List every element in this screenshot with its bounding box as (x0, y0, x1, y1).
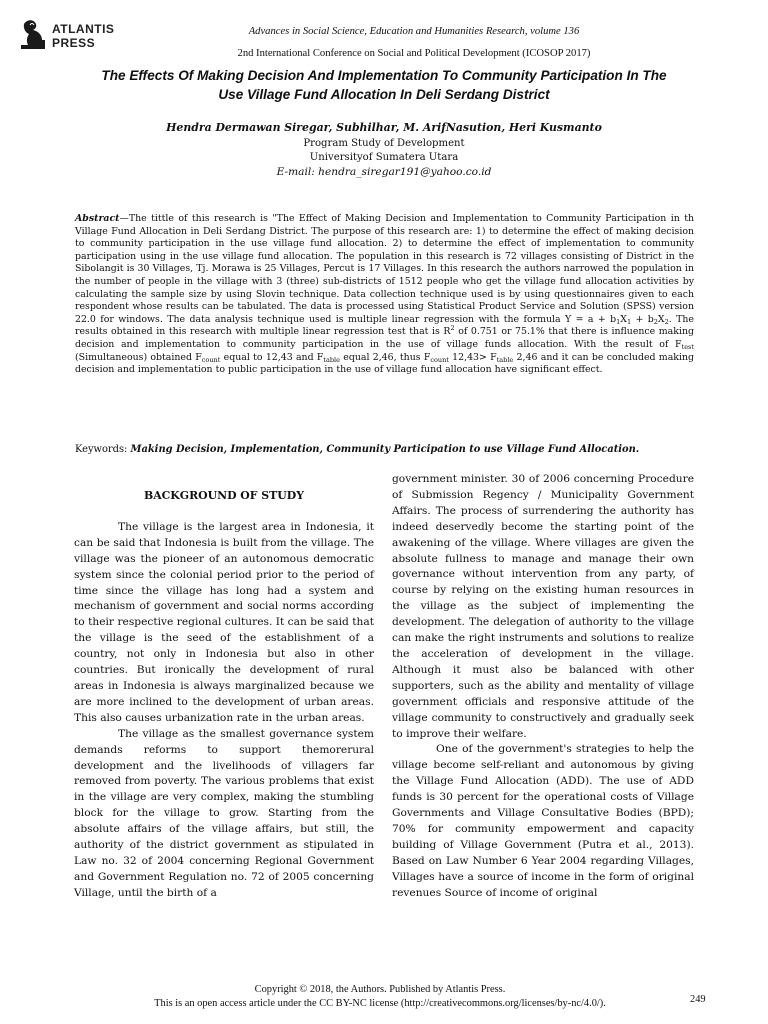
abstract-text: X (620, 313, 627, 325)
body-column-left (74, 488, 374, 901)
abstract-text: 12,43> F (448, 351, 497, 363)
abstract-subscript: count (430, 355, 449, 364)
paper-title (60, 67, 708, 104)
paper-title-line1: The Effects Of Making Decision And Implementation To Community Participation In The (101, 68, 667, 83)
abstract-text: X (657, 313, 665, 325)
body-column-right (392, 471, 694, 900)
abstract-subscript: 1 (626, 317, 632, 326)
body-paragraph: One of the government's strategies to help the village become self-reliant and autonomous by giving the Village Fund Allocation (ADD). The use of ADD funds is 30 percent for the operational costs of Village Governments and Village Consultative Bodies (BPD); 70% for community empowerment and capacity building of Village Government (Putra et al., 2013). Based on Law Number 6 Year 2004 regarding Villages, Villages have a source of income in the form of original revenues Source of income of original (392, 742, 694, 899)
author-email: E-mail: hendra_siregar191@yahoo.co.id (276, 166, 492, 178)
abstract-text: (Simultaneous) obtained F (75, 351, 202, 363)
keywords-text: Making Decision, Implementation, Community Participation to use Village Fund Allocation. (130, 444, 640, 455)
page-number: 249 (690, 994, 706, 1005)
keywords (75, 443, 694, 456)
abstract-subscript: 2 (653, 317, 658, 326)
paper-title-line2: Use Village Fund Allocation In Deli Serdang District (218, 86, 550, 102)
abstract-text: equal to 12,43 and F (220, 351, 324, 363)
section-heading: BACKGROUND OF STUDY (143, 489, 304, 502)
publisher-name-line2: PRESS (52, 36, 96, 50)
publisher-logo (18, 18, 128, 52)
abstract-dash: — (119, 213, 129, 224)
footer-copyright: Copyright © 2018, the Authors. Published by Atlantis Press. (254, 984, 506, 995)
abstract-subscript: 1 (616, 317, 621, 326)
abstract-subscript: test (681, 342, 694, 351)
footer-license: This is an open access article under the CC BY-NC license (http://creativecommons.org/licenses/by-nc/4.0/). (154, 998, 606, 1009)
author-list: Hendra Dermawan Siregar, Subhilhar, M. ArifNasution, Heri Kusmanto (166, 121, 602, 134)
abstract-text: of 0.751 or 75.1% that there is influence making decision and implementation to community participation in the use of village funds allocation. With the result of F (75, 326, 694, 350)
journal-title: Advances in Social Science, Education and Humanities Research, volume 136 (248, 26, 580, 37)
publisher-name-line1: ATLANTIS (52, 22, 115, 36)
abstract-text: equal 2,46, thus F (339, 351, 431, 363)
abstract-label: Abstract (75, 213, 120, 224)
body-paragraph: The village is the largest area in Indonesia, it can be said that Indonesia is built from the village. The village was the pioneer of an autonomous democratic system since the colonial period prior to the period of time since the village has long had a system and mechanism of government and social norms according to their respective regional cultures. It can be said that the village is the seed of the establishment of a country, not only in Indonesia but also in other countries. But ironically the development of rural areas in Indonesia is always marginalized because we are more inclined to the development of urban areas. This also causes urbanization rate in the urban areas. (74, 519, 374, 724)
conference-title: 2nd International Conference on Social and Political Development (ICOSOP 2017) (237, 48, 591, 59)
abstract-subscript: 2 (664, 317, 669, 326)
publisher-name (52, 22, 114, 50)
affiliation-department: Program Study of Development (303, 138, 465, 149)
keywords-label: Keywords: (75, 444, 131, 455)
thinker-statue-icon (18, 18, 48, 52)
body-paragraph: The village as the smallest governance system demands reforms to support themorerural development and the livelihoods of villagers far removed from poverty. The various problems that exist in the village are very complex, making the stumbling block for the village to grow. Starting from the absolute affairs of the village affairs, but still, the authority of the district government as stipulated in Law no. 32 of 2004 concerning Regional Government and Government Regulation no. 72 of 2005 concerning Village, until the birth of a (74, 726, 374, 899)
abstract-text: The tittle of this research is "The Effect of Making Decision and Implementation to Community Participation in th Village Fund Allocation in Deli Serdang District. The purpose of this research are: 1) to determine the effect of making decision to community participation in the use village fund allocation. 2) to determine the effect of implementation to community participation using in the use village fund allocation. The population in this research is 72 villages consisting of District in the Sibolangit is 30 Villages, Tj. Morawa is 25 Villages, Percut is 17 Villages. In this research the authors narrowed the population in the number of people in the village with 3 (three) sub-districts of 1512 people who get the village fund allocation activities by calculating the sample size by using Slovin technique. Data collection technique used is by using questionnaires given to each respondent whose results can be tabulated. The data is processed using Statistical Product Service and Solution (SPSS) version 22.0 for windows. The data analysis technique used is multiple linear regression with the formula Y = a + b (75, 213, 694, 325)
abstract-subscript: count (201, 355, 221, 364)
body-paragraph: government minister. 30 of 2006 concerning Procedure of Submission Regency / Municipality Government Affairs. The process of surrendering the authority has indeed deservedly become the starting point of the awakening of the village. Where villages are given the absolute fullness to manage and manage their own governance without intervention from any party, of course by relying on the existing human resources in the village as the subject of implementing the development. The delegation of authority to the village can make the right instruments and solutions to realize the acceleration of development in the village. Although it must also be balanced with other supporters, such as the ability and mentality of village government officials and responsive attitude of the village community to constructively and gradually seek to improve their welfare. (392, 472, 694, 740)
abstract-subscript: table (496, 355, 514, 364)
abstract-text: 2,46 and it can be concluded making decision and implementation to public participation in the use of village fund allocation have significant effect. (75, 351, 694, 376)
abstract-text: . The results obtained in this research with multiple linear regression test that is R (75, 313, 694, 338)
abstract (75, 213, 694, 377)
abstract-text: + b (631, 313, 654, 325)
abstract-superscript: 2 (450, 324, 455, 333)
affiliation-university: Universityof Sumatera Utara (309, 152, 459, 163)
abstract-subscript: table (323, 355, 340, 364)
